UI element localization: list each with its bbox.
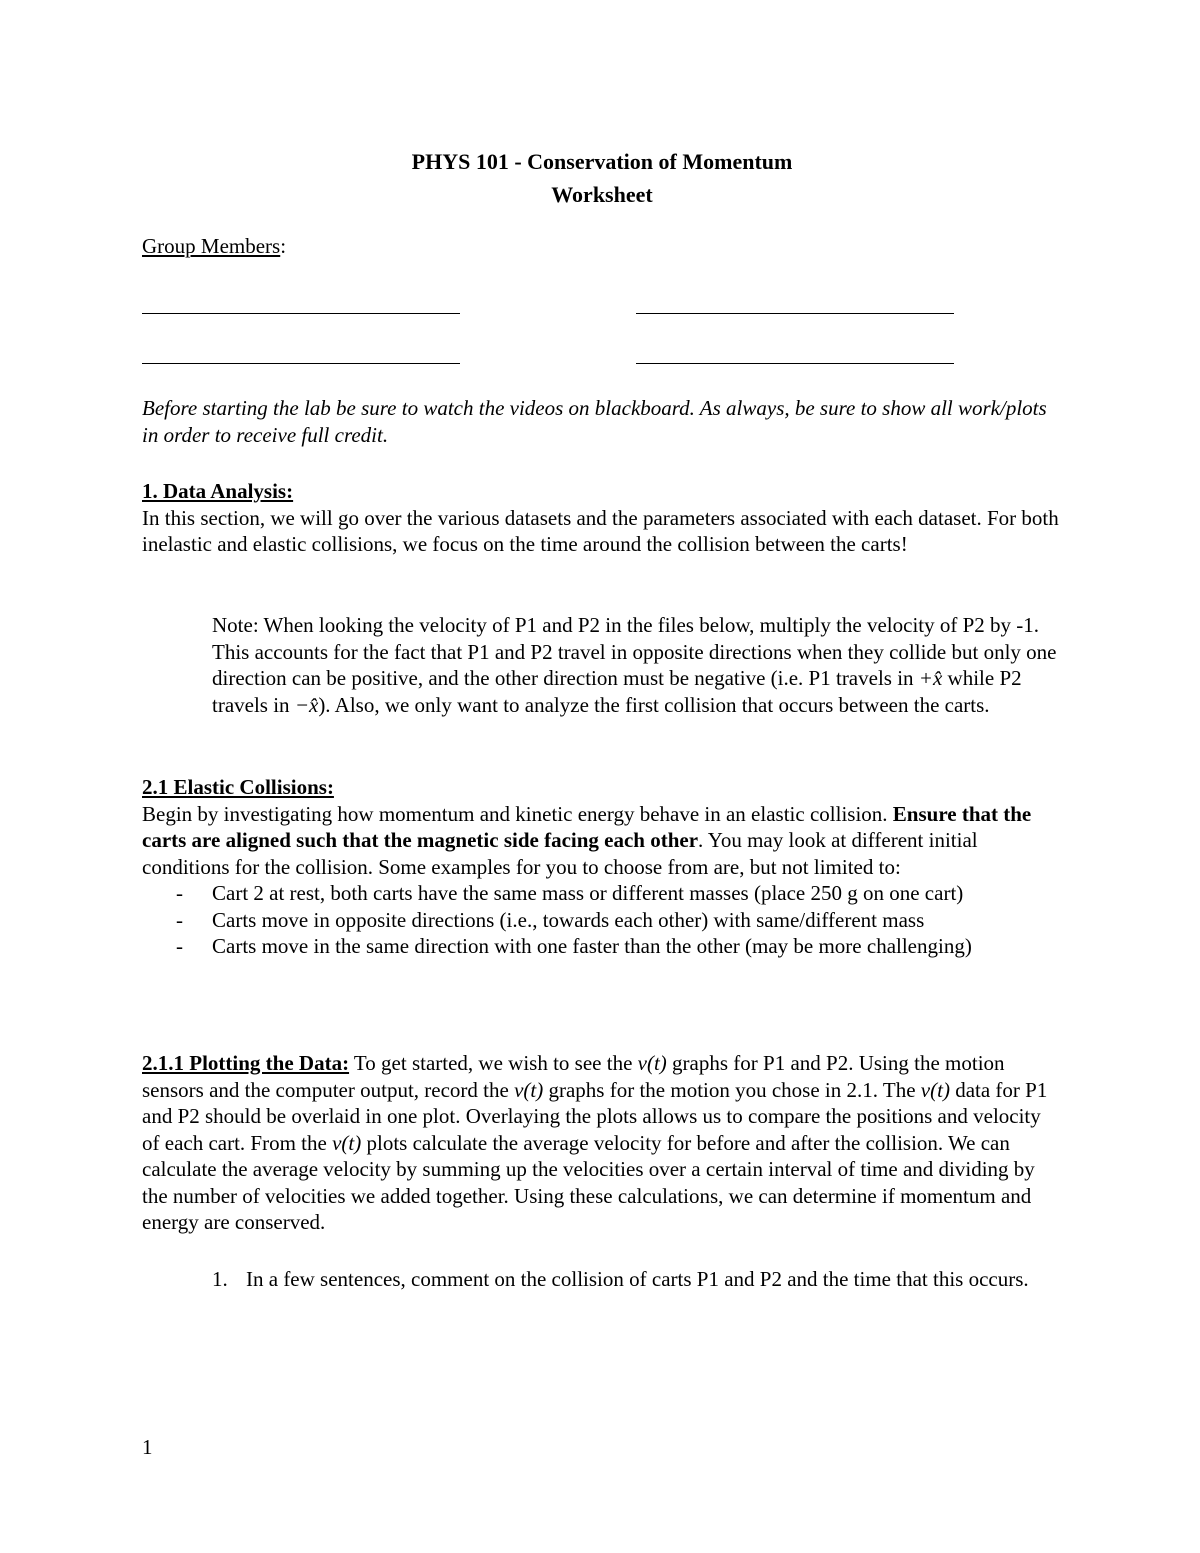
- collision-conditions-list: [142, 880, 1062, 960]
- list-item: [142, 880, 1062, 907]
- section-3-heading: 2.1.1 Plotting the Data:: [142, 1051, 350, 1075]
- group-members-text: Group Members: [142, 234, 281, 258]
- group-members-label: [142, 233, 286, 260]
- section-3-text-1: To get started, we wish to see the: [349, 1051, 638, 1075]
- vt-symbol: v(t): [514, 1077, 544, 1102]
- dash-bullet: -: [176, 907, 183, 932]
- section-2-body: [142, 801, 1062, 881]
- section-3-text-5: plots calculate the average velocity for before and after the collision. We can calculate the average velocity by summing up the velocities over a certain interval of time and dividing by the number of velocities we added together. Using these calculations, we can determine if momentum and energy are conserved.: [142, 1130, 1035, 1234]
- section-plotting-data: [142, 1050, 1062, 1236]
- group-members-colon: :: [280, 234, 287, 258]
- section-2-body-bold: Ensure that the carts are aligned such that the magnetic side facing each other: [142, 801, 1032, 852]
- vt-symbol: v(t): [637, 1051, 667, 1075]
- section-2-heading: 2.1 Elastic Collisions:: [142, 775, 334, 799]
- section-2-body-2: . You may look at different initial conditions for the collision. Some examples for you to choose from are, but not limited to:: [142, 828, 978, 879]
- section-elastic-collisions: [142, 774, 1062, 960]
- note-text-2: while P2 travels in: [212, 666, 1022, 717]
- list-item-text: Carts move in opposite directions (i.e., towards each other) with same/different mass: [212, 907, 925, 932]
- question-text: In a few sentences, comment on the collision of carts P1 and P2 and the time that this occurs.: [246, 1267, 1029, 1291]
- note-paragraph: [212, 612, 1062, 718]
- section-data-analysis: [142, 478, 1062, 558]
- section-1-body: In this section, we will go over the various datasets and the parameters associated with each dataset. For both inelastic and elastic collisions, we focus on the time around the collision between the carts!: [142, 505, 1059, 556]
- list-item: [142, 907, 1062, 934]
- signature-line-2[interactable]: [636, 313, 954, 314]
- question-number: 1.: [212, 1267, 228, 1291]
- note-text-3: ). Also, we only want to analyze the first collision that occurs between the carts.: [318, 692, 990, 717]
- list-item-text: Carts move in the same direction with one faster than the other (may be more challenging): [212, 934, 972, 958]
- title-line-2: Worksheet: [551, 182, 653, 207]
- signature-line-4[interactable]: [636, 363, 954, 364]
- dash-bullet: -: [176, 881, 183, 905]
- question-1: [212, 1266, 1062, 1293]
- signature-line-1[interactable]: [142, 313, 460, 314]
- intro-instructions: Before starting the lab be sure to watch the videos on blackboard. As always, be sure to show all work/plots in order to receive full credit.: [142, 396, 1047, 447]
- page-title: [142, 145, 1062, 211]
- title-line-1: PHYS 101 - Conservation of Momentum: [411, 149, 793, 174]
- signature-line-3[interactable]: [142, 363, 460, 364]
- list-item: [142, 933, 1062, 960]
- section-1-heading: 1. Data Analysis:: [142, 479, 294, 503]
- minus-x-symbol: −x̂: [294, 692, 319, 717]
- section-2-body-1: Begin by investigating how momentum and kinetic energy behave in an elastic collision.: [142, 801, 893, 826]
- section-3-text-2: graphs for P1 and P2. Using the motion sensors and the computer output, record the: [142, 1051, 1005, 1102]
- dash-bullet: -: [176, 934, 183, 958]
- section-3-text-3: graphs for the motion you chose in 2.1. The: [543, 1077, 921, 1102]
- list-item-text: Cart 2 at rest, both carts have the same mass or different masses (place 250 g on one cart): [212, 881, 964, 905]
- note-text-1: Note: When looking the velocity of P1 and P2 in the files below, multiply the velocity of P2 by -1. This accounts for the fact that P1 and P2 travel in opposite directions when they collide but only one direction can be positive, and the other direction must be negative (i.e. P1 travels in: [212, 613, 1057, 690]
- page-number: 1: [142, 1435, 153, 1459]
- vt-symbol: v(t): [920, 1077, 950, 1102]
- plus-x-symbol: +x̂: [918, 666, 943, 690]
- vt-symbol: v(t): [332, 1130, 362, 1155]
- section-3-text-4: data for P1 and P2 should be overlaid in one plot. Overlaying the plots allows us to compare the positions and velocity of each cart. From the: [142, 1077, 1048, 1155]
